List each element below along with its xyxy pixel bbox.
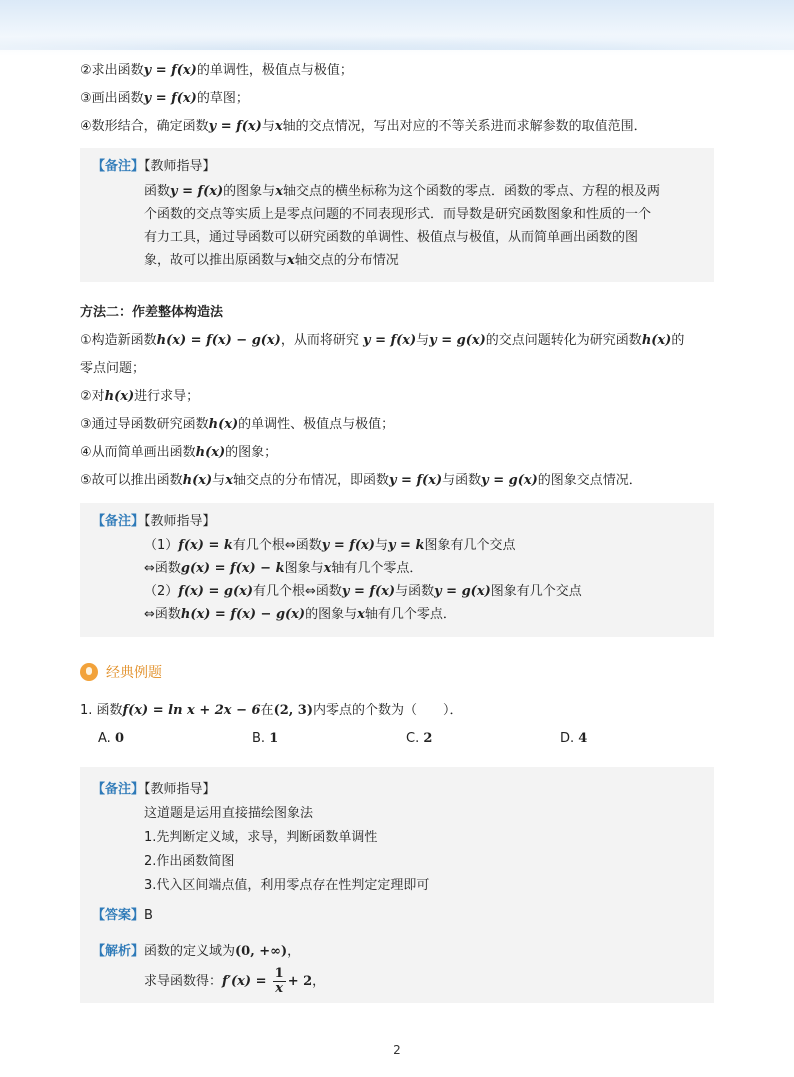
note-2-line-3: （2）f(x) = g(x)有几个根⇔函数y = f(x)与函数y = g(x)图象有几个交点 — [144, 584, 582, 599]
step-2: ②求出函数y = f(x)的单调性，极值点与极值； — [80, 63, 353, 78]
note-1-line-1: 函数y = f(x)的图象与x轴交点的横坐标称为这个函数的零点．函数的零点、方程的根及两 — [144, 184, 660, 199]
note-3-line-1: 这道题是运用直接描绘图象法 — [144, 806, 314, 821]
option-c[interactable]: C. 2 — [406, 731, 433, 746]
note-3-header: 【备注】【教师指导】 — [92, 782, 216, 797]
note-box-1 — [80, 148, 714, 282]
note-1-line-4: 象，故可以推出原函数与x轴交点的分布情况 — [144, 253, 399, 268]
method-2-step-4: ④从而简单画出函数h(x)的图象； — [80, 445, 278, 460]
note-2-line-2: ⇔函数g(x) = f(x) − k图象与x轴有几个零点． — [144, 561, 423, 576]
analysis-line-1: 【解析】函数的定义域为(0, +∞)， — [92, 944, 301, 959]
method-2-heading: 方法二：作差整体构造法 — [80, 305, 224, 320]
analysis-line-2: 求导函数得：f′(x) = $\frac{1}{x}$ + 2， — [144, 966, 326, 996]
option-b[interactable]: B. 1 — [252, 731, 279, 746]
note-3-line-2: 1.先判断定义域，求导，判断函数单调性 — [144, 830, 378, 845]
step-4: ④数形结合，确定函数y = f(x)与x轴的交点情况，写出对应的不等关系进而求解参数的取值范围． — [80, 119, 647, 134]
method-2-step-2: ②对h(x)进行求导； — [80, 389, 200, 404]
method-2-step-3: ③通过导函数研究函数h(x)的单调性、极值点与极值； — [80, 417, 395, 432]
note-2-header: 【备注】【教师指导】 — [92, 514, 216, 529]
method-2-step-5: ⑤故可以推出函数h(x)与x轴交点的分布情况，即函数y = f(x)与函数y = g(x)的图象交点情况． — [80, 473, 642, 488]
step-3: ③画出函数y = f(x)的草图； — [80, 91, 249, 106]
method-2-step-1: ①构造新函数h(x) = f(x) − g(x)，从而将研究 y = f(x)与y = g(x)的交点问题转化为研究函数h(x)的 — [80, 333, 685, 348]
note-box-3 — [80, 767, 714, 1003]
question-1: 1. 函数f(x) = ln x + 2x − 6在(2, 3)内零点的个数为（ ）． — [80, 703, 463, 718]
lightbulb-icon — [80, 663, 98, 681]
answer-line: 【答案】B — [92, 908, 153, 923]
method-2-step-1-cont: 零点问题； — [80, 361, 146, 376]
section-title-examples: 经典例题 — [80, 662, 162, 682]
note-2-line-4: ⇔函数h(x) = f(x) − g(x)的图象与x轴有几个零点． — [144, 607, 456, 622]
note-box-2 — [80, 503, 714, 637]
page-number: 2 — [393, 1043, 401, 1057]
fraction: $\frac{1}{x}$ — [274, 966, 284, 996]
note-1-header: 【备注】【教师指导】 — [92, 159, 216, 174]
option-a[interactable]: A. 0 — [98, 731, 124, 746]
note-1-line-2: 个函数的交点等实质上是零点问题的不同表现形式．而导数是研究函数图象和性质的一个 — [144, 207, 652, 222]
note-2-line-1: （1）f(x) = k有几个根⇔函数y = f(x)与y = k图象有几个交点 — [144, 538, 516, 553]
note-1-line-3: 有力工具，通过导函数可以研究函数的单调性、极值点与极值，从而简单画出函数的图 — [144, 230, 639, 245]
header-banner — [0, 0, 794, 56]
option-d[interactable]: D. 4 — [560, 731, 588, 746]
note-3-line-4: 3.代入区间端点值，利用零点存在性判定定理即可 — [144, 878, 430, 893]
note-3-line-3: 2.作出函数简图 — [144, 854, 235, 869]
